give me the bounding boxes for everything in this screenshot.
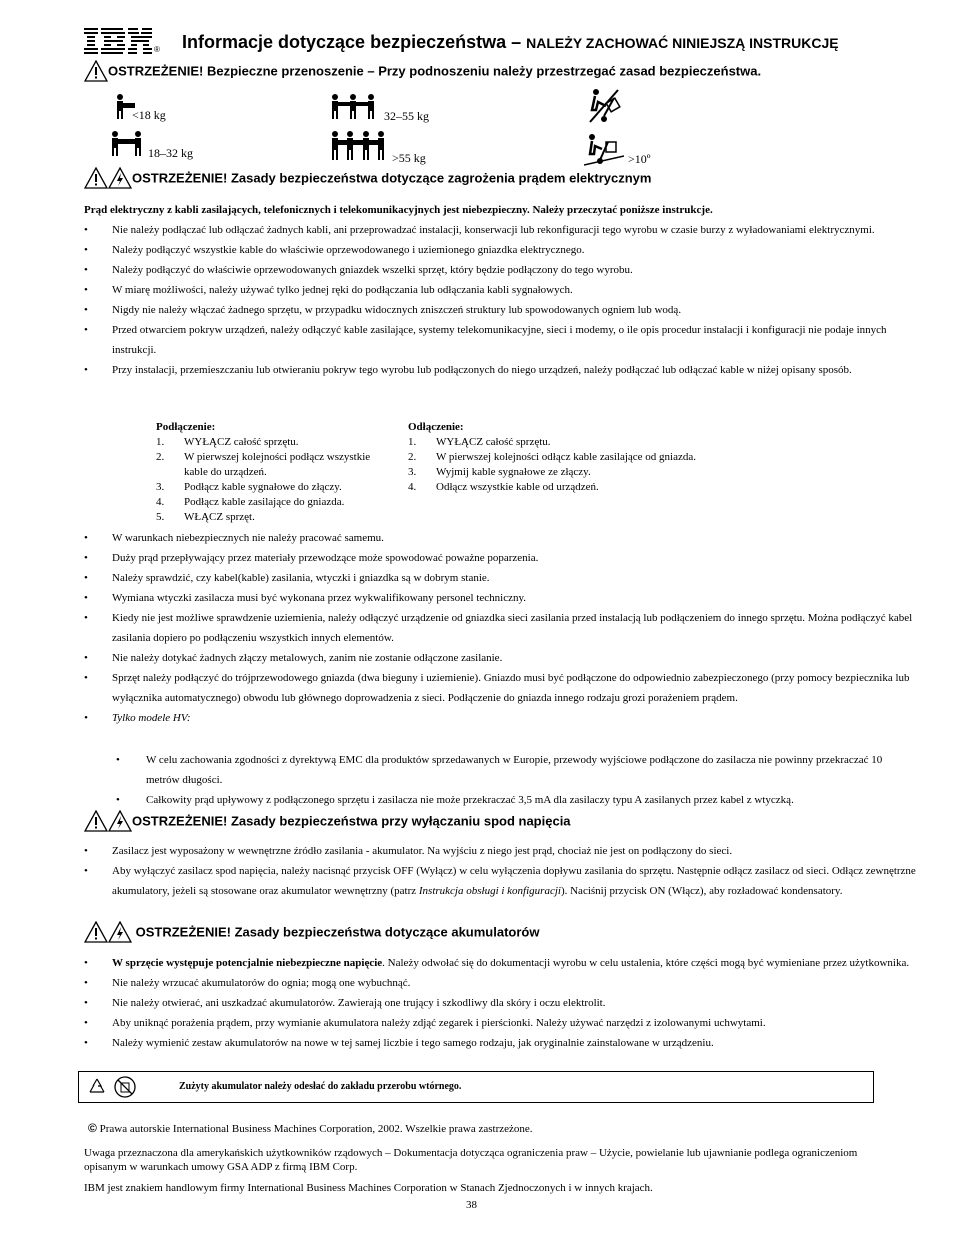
- battery-warning-heading: OSTRZEŻENIE! Zasady bezpieczeństwa dotyczące akumulatorów: [84, 921, 539, 943]
- list-item: • W warunkach niebezpiecznych nie należy pracować samemu.: [84, 528, 924, 548]
- list-item: • Nie należy podłączać lub odłączać żadnych kabli, ani przeprowadzać instalacji, konserwacji lub rekonfiguracji tego wyrobu w czasie burzy z wyładowaniami elektrycznymi.: [84, 220, 924, 240]
- step-item: 1. WYŁĄCZ całość sprzętu.: [156, 436, 299, 448]
- step-item: 3. Wyjmij kable sygnałowe ze złączy.: [408, 466, 591, 478]
- list-item: • Kiedy nie jest możliwe sprawdzenie uziemienia, należy odłączyć urządzenie od gniazdka sieci zasilania przed instalacją lub podłączeniem do innego sprzętu. Można podłączyć kabel zasilania dopiero po podłączeniu wszystkich innych elementów.: [84, 608, 924, 648]
- electrical-bullets-b: [84, 528, 924, 728]
- list-item: • Aby wyłączyć zasilacz spod napięcia, należy nacisnąć przycisk OFF (Wyłącz) w celu wyłączenia dopływu zasilania do sprzętu. Następnie odłącz zasilacz od sieci. Odłącz zewnętrzne akumulatory, jeżeli są stosowane oraz akumulator wewnętrzny (patrz Instrukcja obsługi i konfiguracji). Naciśnij przycisk ON (Włącz), aby rozładować kondensatory.: [84, 861, 924, 901]
- list-item: • Nigdy nie należy włączać żadnego sprzętu, w przypadku widocznych zniszczeń struktury lub spowodowanych ogniem lub wodą.: [84, 300, 924, 320]
- ibm-logo: [84, 26, 154, 54]
- connect-steps: [156, 420, 371, 525]
- electric-hazard-icon: [108, 810, 132, 832]
- page-title: Informacje dotyczące bezpieczeństwa – NALEŻY ZACHOWAĆ NINIEJSZĄ INSTRUKCJĘ: [182, 32, 839, 52]
- recycle-note-box: [78, 1071, 874, 1103]
- four-person-lift-icon: [330, 130, 386, 164]
- list-item: • Przed otwarciem pokryw urządzeń, należy odłączyć kable zasilające, systemy telekomunikacyjne, sieci i modemy, o ile opis procedur instalacji i konfiguracji nie podaje innych instrukcji.: [84, 320, 924, 360]
- list-item: • Zasilacz jest wyposażony w wewnętrzne źródło zasilania - akumulator. Na wyjściu z niego jest prąd, chociaż nie jest on podłączony do sieci.: [84, 841, 924, 861]
- list-item: • Należy sprawdzić, czy kabel(kable) zasilania, wtyczki i gniazdka są w dobrym stanie.: [84, 568, 924, 588]
- connect-title: Podłączenie:: [156, 421, 216, 433]
- hv-bullets: [116, 750, 916, 810]
- disconnect-title: Odłączenie:: [408, 421, 464, 433]
- page-number: 38: [466, 1199, 477, 1211]
- list-item: • W miarę możliwości, należy używać tylko jednej ręki do podłączania lub odłączania kabli sygnałowych.: [84, 280, 924, 300]
- step-item: 4. Odłącz wszystkie kable od urządzeń.: [408, 481, 599, 493]
- list-item: • Całkowity prąd upływowy z podłączonego sprzętu i zasilacza nie może przekraczać 3,5 mA dla zasilaczy typu A zasilanych przez kabel z wtyczką.: [116, 790, 916, 810]
- slope-label: >10º: [628, 152, 651, 166]
- weight-label-32-55: 32–55 kg: [384, 109, 429, 123]
- hand-truck-slope-icon: [584, 132, 624, 166]
- recycle-icon: [87, 1077, 107, 1097]
- lifting-warning-heading: OSTRZEŻENIE! Bezpieczne przenoszenie – Przy podnoszeniu należy przestrzegać zasad bezpieczeństwa.: [84, 60, 761, 82]
- list-item: • Przy instalacji, przemieszczaniu lub otwieraniu pokryw tego wyrobu lub podłączonych do niego urządzeń, należy podłączać lub odłączać kable w niżej opisany sposób.: [84, 360, 924, 380]
- list-item: • Aby uniknąć porażenia prądem, przy wymianie akumulatora należy zdjąć zegarek i pierścionki. Należy używać narzędzi z izolowanymi uchwytami.: [84, 1013, 924, 1033]
- poweroff-bullets: [84, 841, 924, 901]
- us-government-note: Uwaga przeznaczona dla amerykańskich użytkowników rządowych – Dokumentacja dotycząca ograniczenia praw – Użycie, powielanie lub ujawnianie podlega ograniczeniom opisanym w warunkach umowy GSA ADP z firmą IBM Corp.: [84, 1147, 858, 1173]
- list-item: • Sprzęt należy podłączyć do trójprzewodowego gniazda (dwa bieguny i uziemienie). Gniazdo musi być podłączone do odpowiednio zabezpieczonego (przy pomocy bezpiecznika lub wyłącznika automatycznego) obwodu lub głównego doprowadzenia z sieci. Podłączenie do gniazda innego rodzaju grozi porażeniem prądem.: [84, 668, 924, 708]
- list-item: • Należy podłączyć wszystkie kable do właściwie oprzewodowanego i uziemionego gniazdka elektrycznego.: [84, 240, 924, 260]
- disconnect-steps: [408, 420, 768, 495]
- step-item: 2. W pierwszej kolejności podłącz wszystkie kable do urządzeń.: [156, 451, 371, 478]
- list-item: • W sprzęcie występuje potencjalnie niebezpieczne napięcie. Należy odwołać się do dokumentacji wyrobu w celu ustalenia, które części mogą być wymieniane przez użytkownika.: [84, 953, 924, 973]
- list-item: • Nie należy otwierać, ani uszkadzać akumulatorów. Zawierają one trujący i szkodliwy dla skóry i oczu elektrolit.: [84, 993, 924, 1013]
- registered-mark: ®: [154, 45, 160, 54]
- three-person-lift-icon: [330, 93, 376, 121]
- step-item: 2. W pierwszej kolejności odłącz kable zasilające od gniazda.: [408, 451, 697, 463]
- electric-hazard-icon: [108, 167, 132, 189]
- warning-triangle-icon: [84, 60, 108, 82]
- copyright-line: © Prawa autorskie International Business Machines Corporation, 2002. Wszelkie prawa zastrzeżone.: [88, 1121, 533, 1135]
- electrical-bullets-a: [84, 220, 924, 380]
- list-item: • Wymiana wtyczki zasilacza musi być wykonana przez wykwalifikowany personel techniczny.: [84, 588, 924, 608]
- list-item: • Nie należy dotykać żadnych złączy metalowych, zanim nie zostanie odłączone zasilanie.: [84, 648, 924, 668]
- weight-label-over-55: >55 kg: [392, 151, 426, 165]
- two-person-lift-icon: [110, 130, 144, 158]
- list-item: • Nie należy wrzucać akumulatorów do ognia; mogą one wybuchnąć.: [84, 973, 924, 993]
- list-item: • Duży prąd przepływający przez materiały przewodzące może spowodować poważne poparzenia.: [84, 548, 924, 568]
- list-item: • Należy wymienić zestaw akumulatorów na nowe w tej samej liczbie i tego samego rodzaju, jak oryginalnie zainstalowane w urządzeniu.: [84, 1033, 924, 1053]
- step-item: 5. WŁĄCZ sprzęt.: [156, 511, 255, 523]
- list-item: • Należy podłączyć do właściwie oprzewodowanych gniazdek wszelki sprzęt, który będzie podłączony do tego wyrobu.: [84, 260, 924, 280]
- weight-label-18-32: 18–32 kg: [148, 146, 193, 160]
- warning-triangle-icon: [84, 167, 108, 189]
- no-hand-truck-icon: [584, 86, 624, 126]
- step-item: 3. Podłącz kable sygnałowe do złączy.: [156, 481, 342, 493]
- warning-triangle-icon: [84, 810, 108, 832]
- electrical-intro: Prąd elektryczny z kabli zasilających, telefonicznych i telekomunikacyjnych jest niebezpieczny. Należy przeczytać poniższe instrukcje.: [84, 204, 713, 216]
- weight-label-under-18: <18 kg: [132, 108, 166, 122]
- poweroff-warning-heading: OSTRZEŻENIE! Zasady bezpieczeństwa przy wyłączaniu spod napięcia: [84, 810, 571, 832]
- step-item: 1. WYŁĄCZ całość sprzętu.: [408, 436, 551, 448]
- battery-bullets: [84, 953, 924, 1053]
- trademark-note: IBM jest znakiem handlowym firmy International Business Machines Corporation w Stanach Zjednoczonych i w innych krajach.: [84, 1182, 653, 1194]
- electric-hazard-icon: [108, 921, 132, 943]
- no-disposal-icon: [113, 1075, 137, 1099]
- recycle-note: Zużyty akumulator należy odesłać do zakładu przerobu wtórnego.: [179, 1081, 462, 1092]
- electrical-warning-heading: OSTRZEŻENIE! Zasady bezpieczeństwa dotyczące zagrożenia prądem elektrycznym: [84, 167, 651, 189]
- warning-triangle-icon: [84, 921, 108, 943]
- list-item: • Tylko modele HV:: [84, 708, 924, 728]
- list-item: • W celu zachowania zgodności z dyrektywą EMC dla produktów sprzedawanych w Europie, przewody wyjściowe podłączone do zasilacza nie powinny przekraczać 10 metrów długości.: [116, 750, 916, 790]
- step-item: 4. Podłącz kable zasilające do gniazda.: [156, 496, 345, 508]
